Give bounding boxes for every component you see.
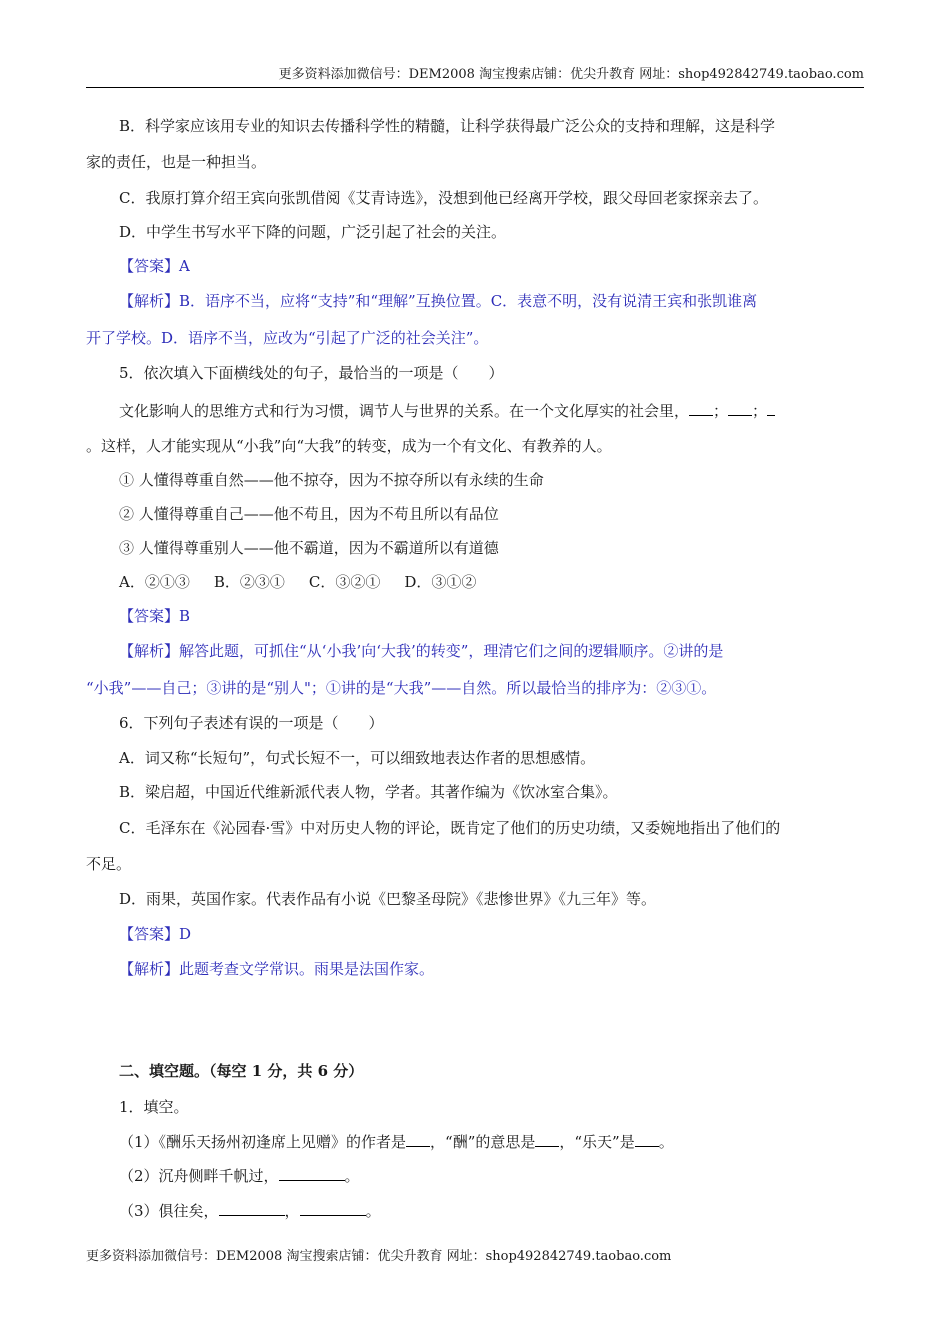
q4-option-c: C．我原打算介绍王宾向张凯借阅《艾青诗选》，没想到他已经离开学校，跟父母回老家探亲去了。 [119, 189, 768, 207]
s2-sub-1-text-c: ，“乐天”是 [559, 1133, 635, 1151]
q5-blank-1 [689, 400, 713, 416]
q5-passage-line1 [119, 400, 775, 422]
q6-analysis: 【解析】此题考查文学常识。雨果是法国作家。 [119, 960, 435, 978]
s2-sub-1-text-a: （1）《酬乐天扬州初逢席上见赠》的作者是 [119, 1133, 407, 1151]
s2-sub-2-text-a: （2）沉舟侧畔千帆过， [119, 1167, 279, 1185]
s2-sub-1-text-b: ，“酬”的意思是 [430, 1133, 536, 1151]
s2-blank-author [406, 1131, 430, 1147]
q5-separator-2: ； [752, 402, 768, 420]
q5-item-3: ③ 人懂得尊重别人——他不霸道，因为不霸道所以有道德 [119, 539, 499, 557]
q5-options [119, 571, 476, 593]
s2-blank-sub3-b [300, 1200, 366, 1216]
q5-passage-line2: 。这样，人才能实现从“小我”向“大我”的转变，成为一个有文化、有教养的人。 [86, 437, 612, 455]
s2-sub-1 [119, 1131, 674, 1153]
q6-answer: 【答案】D [119, 925, 192, 943]
q5-option-a: A．②①③ [119, 573, 190, 591]
q6-stem: 6．下列句子表述有误的一项是（ ） [119, 714, 384, 732]
s2-q1-stem: 1．填空。 [119, 1098, 189, 1116]
q5-answer: 【答案】B [119, 607, 191, 625]
q4-option-d: D．中学生书写水平下降的问题，广泛引起了社会的关注。 [119, 223, 507, 241]
q5-blank-2 [728, 400, 752, 416]
q5-item-1: ① 人懂得尊重自然——他不掠夺，因为不掠夺所以有永续的生命 [119, 471, 544, 489]
s2-blank-letian [635, 1131, 659, 1147]
s2-sub-3-text-a: （3）俱往矣， [119, 1202, 219, 1220]
s2-blank-chou [535, 1131, 559, 1147]
q6-option-c-line2: 不足。 [86, 855, 132, 873]
s2-sub-3 [119, 1200, 381, 1222]
q4-analysis-line1: 【解析】B．语序不当，应将“支持”和“理解”互换位置。C．表意不明，没有说清王宾和张凯谁离 [119, 292, 758, 310]
q6-option-a: A．词又称“长短句”，句式长短不一，可以细致地表达作者的思想感情。 [119, 749, 596, 767]
s2-sub-3-text-c: 。 [365, 1202, 381, 1220]
page-footer: 更多资料添加微信号：DEM2008 淘宝搜索店铺：优尖升教育 网址：shop492842749.taobao.com [86, 1249, 672, 1264]
s2-sub-1-text-d: 。 [658, 1133, 674, 1151]
q5-analysis-line1: 【解析】解答此题，可抓住“从‘小我’向‘大我’的转变”，理清它们之间的逻辑顺序。②讲的是 [119, 642, 724, 660]
q5-option-c: C．③②① [308, 573, 381, 591]
q5-blank-3 [767, 400, 775, 416]
q6-option-d: D．雨果，英国作家。代表作品有小说《巴黎圣母院》《悲惨世界》《九三年》等。 [119, 890, 657, 908]
q5-option-b: B．②③① [213, 573, 285, 591]
q6-option-b: B．梁启超，中国近代维新派代表人物，学者。其著作编为《饮冰室合集》。 [119, 783, 618, 801]
s2-blank-sub2 [279, 1165, 345, 1181]
page-header: 更多资料添加微信号：DEM2008 淘宝搜索店铺：优尖升教育 网址：shop492842749.taobao.com [86, 66, 864, 88]
q5-stem: 5．依次填入下面横线处的句子，最恰当的一项是（ ） [119, 364, 504, 382]
q5-analysis-line2: “小我”——自己；③讲的是“别人"；①讲的是“大我”——自然。所以最恰当的排序为：②③①。 [86, 679, 717, 697]
s2-sub-2 [119, 1165, 360, 1187]
s2-sub-2-text-b: 。 [344, 1167, 360, 1185]
q4-option-b-line2: 家的责任，也是一种担当。 [86, 153, 267, 171]
q5-item-2: ② 人懂得尊重自己——他不苟且，因为不苟且所以有品位 [119, 505, 499, 523]
q4-option-b-line1: B．科学家应该用专业的知识去传播科学性的精髓，让科学获得最广泛公众的支持和理解，这是科学 [119, 117, 776, 135]
q5-separator-1: ； [713, 402, 729, 420]
s2-blank-sub3-a [219, 1200, 285, 1216]
q4-analysis-line2: 开了学校。D．语序不当，应改为“引起了广泛的社会关注”。 [86, 329, 489, 347]
q5-option-d: D．③①② [404, 573, 477, 591]
q6-option-c-line1: C．毛泽东在《沁园春·雪》中对历史人物的评论，既肯定了他们的历史功绩，又委婉地指出了他们的 [119, 819, 781, 837]
section-title: 二、填空题。（每空 1 分，共 6 分） [119, 1062, 364, 1080]
s2-sub-3-text-b: ， [284, 1202, 300, 1220]
q4-answer: 【答案】A [119, 257, 190, 275]
q5-passage-text: 文化影响人的思维方式和行为习惯，调节人与世界的关系。在一个文化厚实的社会里， [119, 402, 690, 420]
